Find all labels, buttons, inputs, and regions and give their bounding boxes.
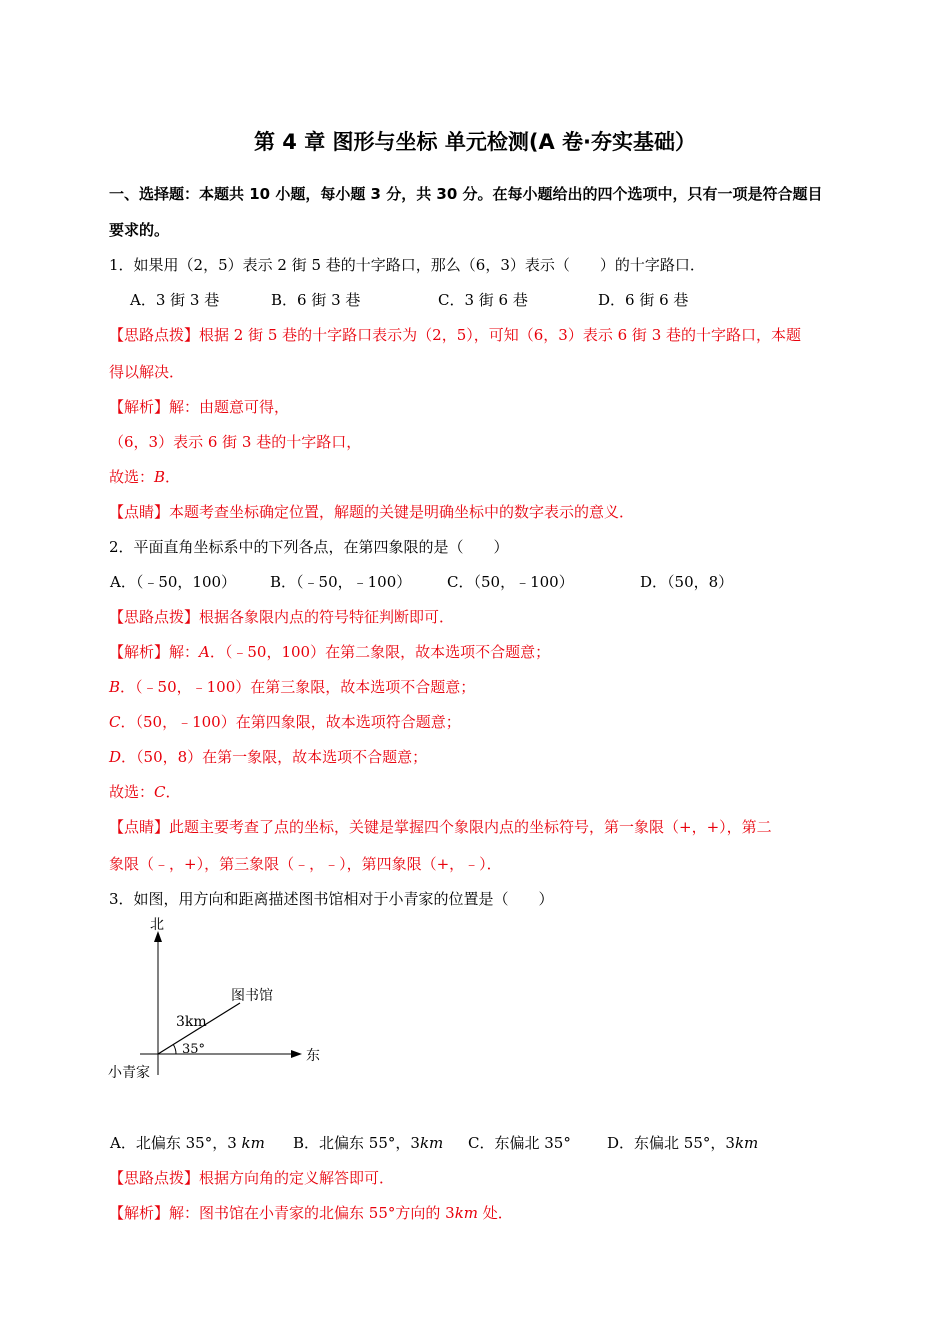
q2-answer-prefix: 故选： — [109, 783, 155, 801]
q2-stem: 2．平面直角坐标系中的下列各点，在第四象限的是（ ） — [109, 538, 509, 556]
q2-option-b: B．（﹣50，﹣100） — [270, 573, 412, 591]
q1-option-a: A．3 街 3 巷 — [130, 291, 220, 309]
angle-arc — [173, 1045, 176, 1055]
q2-analysis-letter-d: D — [109, 748, 122, 766]
q3-analysis-end: 处． — [478, 1204, 513, 1222]
q1-answer-letter: B — [154, 468, 166, 486]
q1-option-d: D．6 街 6 巷 — [598, 291, 689, 309]
q3-option-c-text: C．东偏北 35° — [468, 1134, 571, 1152]
q3-analysis-unit: km — [454, 1204, 479, 1222]
q2-analysis-d — [109, 747, 427, 767]
q3-hint-text: 根据方向角的定义解答即可． — [199, 1169, 395, 1187]
q1-answer-prefix: 故选： — [109, 468, 155, 486]
q1-hint-tag: 【思路点拨】 — [109, 326, 200, 344]
distance-label: 3km — [176, 1014, 207, 1030]
q1-option-b: B．6 街 3 巷 — [271, 291, 361, 309]
q2-answer-letter: C — [154, 783, 166, 801]
q2-analysis — [109, 642, 550, 662]
q2-analysis-letter-b: B — [109, 678, 121, 696]
q1-hint-cont: 得以解决． — [109, 363, 185, 381]
east-arrow-icon — [291, 1050, 302, 1058]
q1-analysis-line: （6，3）表示 6 街 3 巷的十字路口， — [109, 433, 362, 451]
q1-analysis-text: 解：由题意可得， — [169, 398, 290, 416]
q2-answer — [109, 782, 181, 802]
q2-option-c: C．（50，﹣100） — [447, 573, 574, 591]
q2-analysis-letter-a: A — [199, 643, 210, 661]
q3-option-a-text: A．北偏东 35°，3 — [110, 1134, 242, 1152]
q3-analysis-text: 解：图书馆在小青家的北偏东 55°方向的 3 — [169, 1204, 455, 1222]
q2-analysis-tag: 【解析】 — [109, 643, 170, 661]
q1-answer — [109, 467, 180, 487]
q2-comment — [109, 817, 772, 837]
q1-hint-text: 根据 2 街 5 巷的十字路口表示为（2，5），可知（6，3）表示 6 街 3 巷的十字路口，本题 — [199, 326, 802, 344]
q2-hint-tag: 【思路点拨】 — [109, 608, 200, 626]
origin-label: 小青家 — [108, 1065, 150, 1081]
q3-option-d-unit: km — [734, 1134, 759, 1152]
q2-analysis-text-d: ．（50，8）在第一象限，故本选项不合题意； — [121, 748, 428, 766]
q3-stem: 3．如图，用方向和距离描述图书馆相对于小青家的位置是（ ） — [109, 890, 554, 908]
q2-comment-text: 此题主要考查了点的坐标，关键是掌握四个象限内点的坐标符号，第一象限（+，+），第二 — [169, 818, 772, 836]
q2-analysis-c — [109, 712, 461, 732]
angle-label: 35° — [182, 1042, 206, 1057]
q3-option-a — [110, 1133, 265, 1153]
q2-hint — [109, 607, 454, 627]
q2-option-a: A．（﹣50，100） — [110, 573, 237, 591]
q3-option-b-text: B．北偏东 55°，3 — [293, 1134, 420, 1152]
q2-comment-tag: 【点睛】 — [109, 818, 170, 836]
q2-analysis-text-b: ．（﹣50，﹣100）在第三象限，故本选项不合题意； — [120, 678, 476, 696]
east-label: 东 — [306, 1048, 320, 1064]
q1-option-c: C．3 街 6 巷 — [438, 291, 528, 309]
q3-analysis — [109, 1203, 513, 1223]
library-label: 图书馆 — [231, 988, 273, 1004]
q1-comment-text: 本题考查坐标确定位置，解题的关键是明确坐标中的数字表示的意义． — [169, 503, 635, 521]
q1-answer-suffix: ． — [165, 468, 181, 486]
q2-analysis-text-a: ．（﹣50，100）在第二象限，故本选项不合题意； — [209, 643, 551, 661]
q3-analysis-tag: 【解析】 — [109, 1204, 170, 1222]
q3-option-b — [293, 1133, 443, 1153]
direction-diagram — [100, 915, 340, 1090]
q3-option-a-unit: km — [241, 1134, 265, 1152]
page-title: 第 4 章 图形与坐标 单元检测(A 卷·夯实基础） — [254, 130, 696, 154]
q1-comment-tag: 【点睛】 — [109, 503, 170, 521]
q1-analysis — [109, 397, 289, 417]
q3-option-d — [607, 1133, 758, 1153]
section-heading: 一、选择题：本题共 10 小题，每小题 3 分，共 30 分。在每小题给出的四个选项中，只有一项是符合题目 — [109, 185, 823, 203]
q2-analysis-letter-c: C — [109, 713, 121, 731]
q1-analysis-tag: 【解析】 — [109, 398, 170, 416]
q3-hint-tag: 【思路点拨】 — [109, 1169, 200, 1187]
q3-option-d-text: D．东偏北 55°，3 — [607, 1134, 735, 1152]
q1-hint — [109, 325, 801, 345]
q3-option-b-unit: km — [419, 1134, 444, 1152]
section-heading-cont: 要求的。 — [109, 221, 170, 239]
q3-option-c — [468, 1133, 571, 1153]
q3-hint — [109, 1168, 394, 1188]
q2-option-d: D．（50，8） — [640, 573, 734, 591]
q2-analysis-text-c: ．（50，﹣100）在第四象限，故本选项符合题意； — [120, 713, 461, 731]
q1-comment — [109, 502, 634, 522]
q2-analysis-prefix: 解： — [169, 643, 200, 661]
q2-answer-suffix: ． — [165, 783, 181, 801]
q1-stem: 1．如果用（2，5）表示 2 街 5 巷的十字路口，那么（6，3）表示（ ）的十字路口． — [109, 256, 705, 274]
q2-analysis-b — [109, 677, 475, 697]
q2-comment-cont: 象限（﹣，+），第三象限（﹣，﹣），第四象限（+，﹣）． — [109, 855, 502, 873]
q2-hint-text: 根据各象限内点的符号特征判断即可． — [199, 608, 455, 626]
north-label: 北 — [150, 917, 164, 933]
